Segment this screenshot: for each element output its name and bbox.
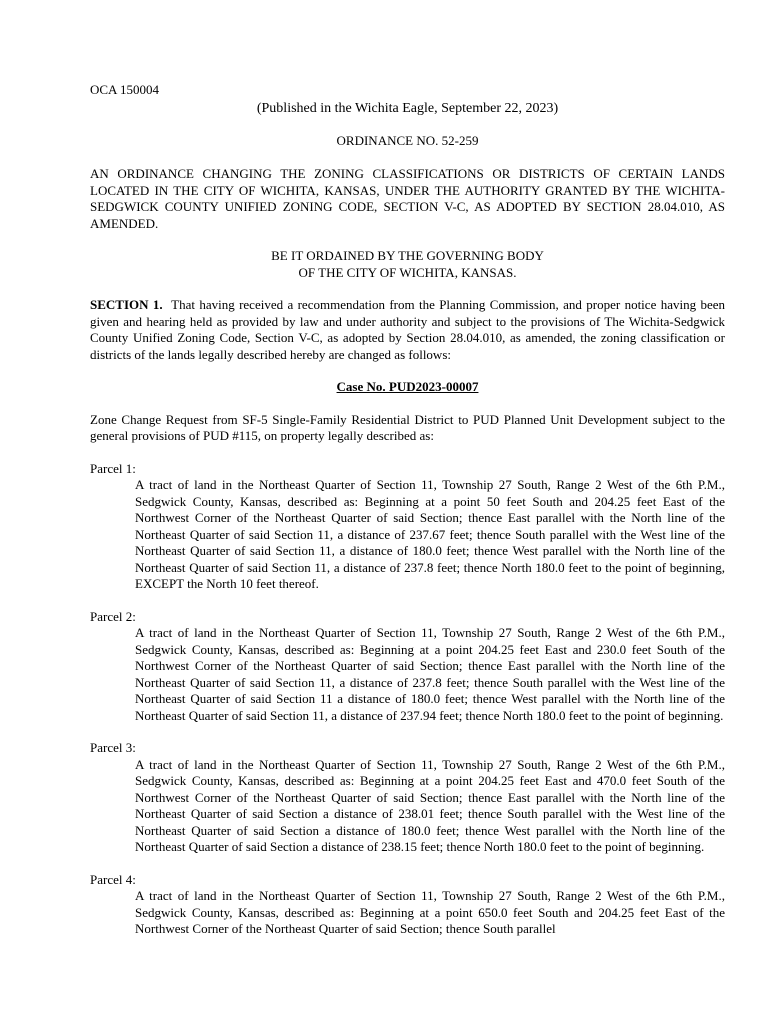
parcel-label: Parcel 2: xyxy=(90,608,136,624)
parcel-description: A tract of land in the Northeast Quarter of Section 11, Township 27 South, Range 2 West of the 6th P.M., Sedgwick County, Kansas, described as: Beginning at a point 204.25 feet East and 230.0 feet South of the Northwest Corner of the Northeast Quarter of said Section; thence East parallel with the North line of the Northeast Quarter of said Section 11, a distance of 237.8 feet; thence South parallel with the West line of the Northeast Quarter of said Section 11 a distance of 180.0 feet; thence West parallel with the North line of the Northeast Quarter of said Section 11, a distance of 237.94 feet; thence North 180.0 feet to the point of beginning. xyxy=(135,625,725,723)
reference-number: OCA 150004 xyxy=(90,82,159,97)
section-1 xyxy=(90,297,725,363)
ordained-line-1: BE IT ORDAINED BY THE GOVERNING BODY xyxy=(271,248,544,263)
parcel-description: A tract of land in the Northeast Quarter of Section 11, Township 27 South, Range 2 West of the 6th P.M., Sedgwick County, Kansas, described as: Beginning at a point 50 feet South and 204.25 feet East of the Northwest Corner of the Northeast Quarter of said Section; thence East parallel with the North line of the Northeast Quarter of said Section 11, a distance of 237.67 feet; thence South parallel with the West line of the Northeast Quarter of said Section 11, a distance of 180.0 feet; thence West parallel with the North line of the Northeast Quarter of said Section 11, a distance of 237.8 feet; thence North 180.0 feet to the point of beginning, EXCEPT the North 10 feet thereof. xyxy=(135,477,725,591)
parcel-4 xyxy=(90,872,725,938)
ordinance-number: ORDINANCE NO. 52-259 xyxy=(336,132,479,148)
parcel-description: A tract of land in the Northeast Quarter of Section 11, Township 27 South, Range 2 West of the 6th P.M., Sedgwick County, Kansas, described as: Beginning at a point 650.0 feet South and 204.25 feet East of the Northwest Corner of the Northeast Quarter of said Section; thence South parallel xyxy=(135,888,725,936)
parcel-label: Parcel 1: xyxy=(90,460,136,476)
parcel-1 xyxy=(90,461,725,593)
ordained-clause xyxy=(90,248,725,281)
parcel-2 xyxy=(90,609,725,725)
section-label: SECTION 1. xyxy=(90,297,163,312)
case-heading xyxy=(90,379,725,396)
ordinance-title: AN ORDINANCE CHANGING THE ZONING CLASSIFICATIONS OR DISTRICTS OF CERTAIN LANDS LOCATED IN THE CITY OF WICHITA, KANSAS, UNDER THE AUTHORITY GRANTED BY THE WICHITA-SEDGWICK COUNTY UNIFIED ZONING CODE, SECTION V-C, AS ADOPTED BY SECTION 28.04.010, AS AMENDED. xyxy=(90,166,725,231)
parcel-description: A tract of land in the Northeast Quarter of Section 11, Township 27 South, Range 2 West of the 6th P.M., Sedgwick County, Kansas, described as: Beginning at a point 204.25 feet East and 470.0 feet South of the Northwest Corner of the Northeast Quarter of said Section; thence East parallel with the North line of the Northeast Quarter of said Section a distance of 238.01 feet; thence South parallel with the West line of the Northeast Quarter of said Section a distance of 180.0 feet; thence West parallel with the North line of the Northeast Quarter of said Section a distance of 238.15 feet; thence North 180.0 feet to the point of beginning. xyxy=(135,756,725,854)
parcel-3 xyxy=(90,740,725,856)
zone-change-request: Zone Change Request from SF-5 Single-Family Residential District to PUD Planned Unit Development subject to the general provisions of PUD #115, on property legally described as: xyxy=(90,411,725,443)
spacer xyxy=(90,396,725,412)
document-page xyxy=(90,82,725,954)
section-text: That having received a recommendation from the Planning Commission, and proper notice having been given and hearing held as provided by law and under authority and subject to the provisions of The Wichita-Sedgwick County Unified Zoning Code, Section V-C, as adopted by Section 28.04.010, as amended, the zoning classification or districts of the lands legally described hereby are changed as follows: xyxy=(90,297,725,362)
ordained-line-2: OF THE CITY OF WICHITA, KANSAS. xyxy=(298,264,517,280)
parcel-label: Parcel 3: xyxy=(90,740,136,755)
case-number: Case No. PUD2023-00007 xyxy=(336,379,479,394)
parcel-label: Parcel 4: xyxy=(90,871,136,887)
publication-notice: (Published in the Wichita Eagle, September 22, 2023) xyxy=(256,100,559,116)
